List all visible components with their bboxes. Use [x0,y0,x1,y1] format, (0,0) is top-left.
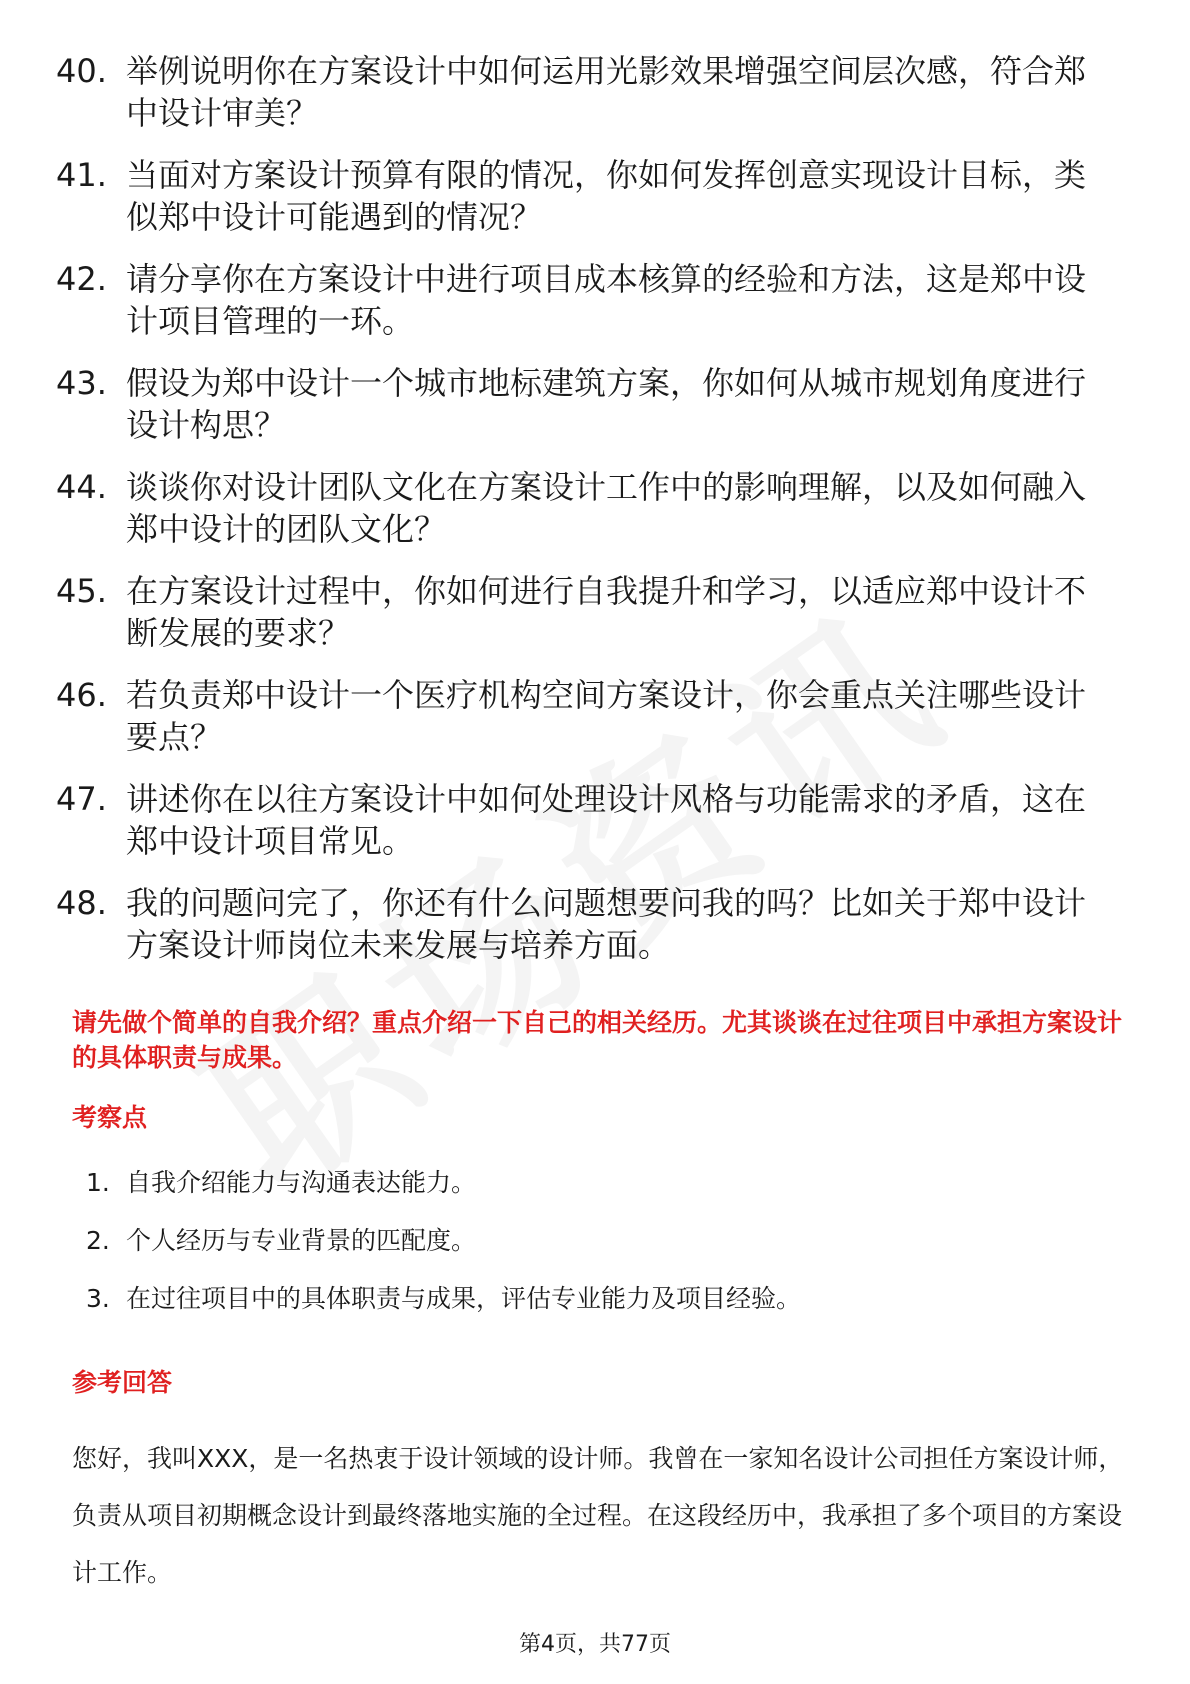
reference-heading: 参考回答 [72,1368,173,1397]
question-text: 请分享你在方案设计中进行项目成本核算的经验和方法，这是郑中设计项目管理的一环。 [126,260,1087,340]
page-footer: 第4页，共77页 [519,1632,671,1657]
question-item [0,882,1190,966]
question-number: 44. [56,468,107,506]
question-number: 47. [56,780,107,818]
kaochadian-heading: 考察点 [72,1103,148,1132]
list-item-text: 个人经历与专业背景的匹配度。 [126,1226,477,1255]
question-item [0,154,1190,238]
question-number: 41. [56,156,107,194]
question-text: 若负责郑中设计一个医疗机构空间方案设计，你会重点关注哪些设计要点？ [126,676,1087,756]
question-number: 48. [56,884,107,922]
list-item-text: 在过往项目中的具体职责与成果，评估专业能力及项目经验。 [126,1284,802,1313]
question-text: 在方案设计过程中，你如何进行自我提升和学习，以适应郑中设计不断发展的要求？ [126,572,1087,652]
list-item-number: 1. [86,1168,110,1197]
question-item [0,778,1190,862]
question-text: 谈谈你对设计团队文化在方案设计工作中的影响理解，以及如何融入郑中设计的团队文化？ [126,468,1087,548]
featured-question: 请先做个简单的自我介绍？重点介绍一下自己的相关经历。尤其谈谈在过往项目中承担方案设计的具体职责与成果。 [72,1008,1123,1072]
question-number: 45. [56,572,107,610]
reference-answer: 您好，我叫XXX，是一名热衷于设计领域的设计师。我曾在一家知名设计公司担任方案设计师，负责从项目初期概念设计到最终落地实施的全过程。在这段经历中，我承担了多个项目的方案设计工作。 [72,1444,1124,1587]
question-number: 46. [56,676,107,714]
question-number: 43. [56,364,107,402]
question-item [0,570,1190,654]
question-text: 举例说明你在方案设计中如何运用光影效果增强空间层次感，符合郑中设计审美？ [126,52,1087,132]
list-item-number: 2. [86,1226,110,1255]
question-list [0,50,1190,986]
kaochadian-list [0,1165,1190,1339]
question-text: 讲述你在以往方案设计中如何处理设计风格与功能需求的矛盾，这在郑中设计项目常见。 [126,780,1087,860]
question-text: 当面对方案设计预算有限的情况，你如何发挥创意实现设计目标，类似郑中设计可能遇到的情况？ [126,156,1087,236]
list-item [0,1223,1190,1259]
question-item [0,50,1190,134]
list-item-number: 3. [86,1284,110,1313]
list-item [0,1165,1190,1201]
question-item [0,362,1190,446]
list-item [0,1281,1190,1317]
list-item-text: 自我介绍能力与沟通表达能力。 [126,1168,477,1197]
question-text: 假设为郑中设计一个城市地标建筑方案，你如何从城市规划角度进行设计构思？ [126,364,1087,444]
question-number: 40. [56,52,107,90]
question-item [0,674,1190,758]
question-text: 我的问题问完了，你还有什么问题想要问我的吗？比如关于郑中设计方案设计师岗位未来发展与培养方面。 [126,884,1087,964]
question-number: 42. [56,260,107,298]
question-item [0,466,1190,550]
question-item [0,258,1190,342]
